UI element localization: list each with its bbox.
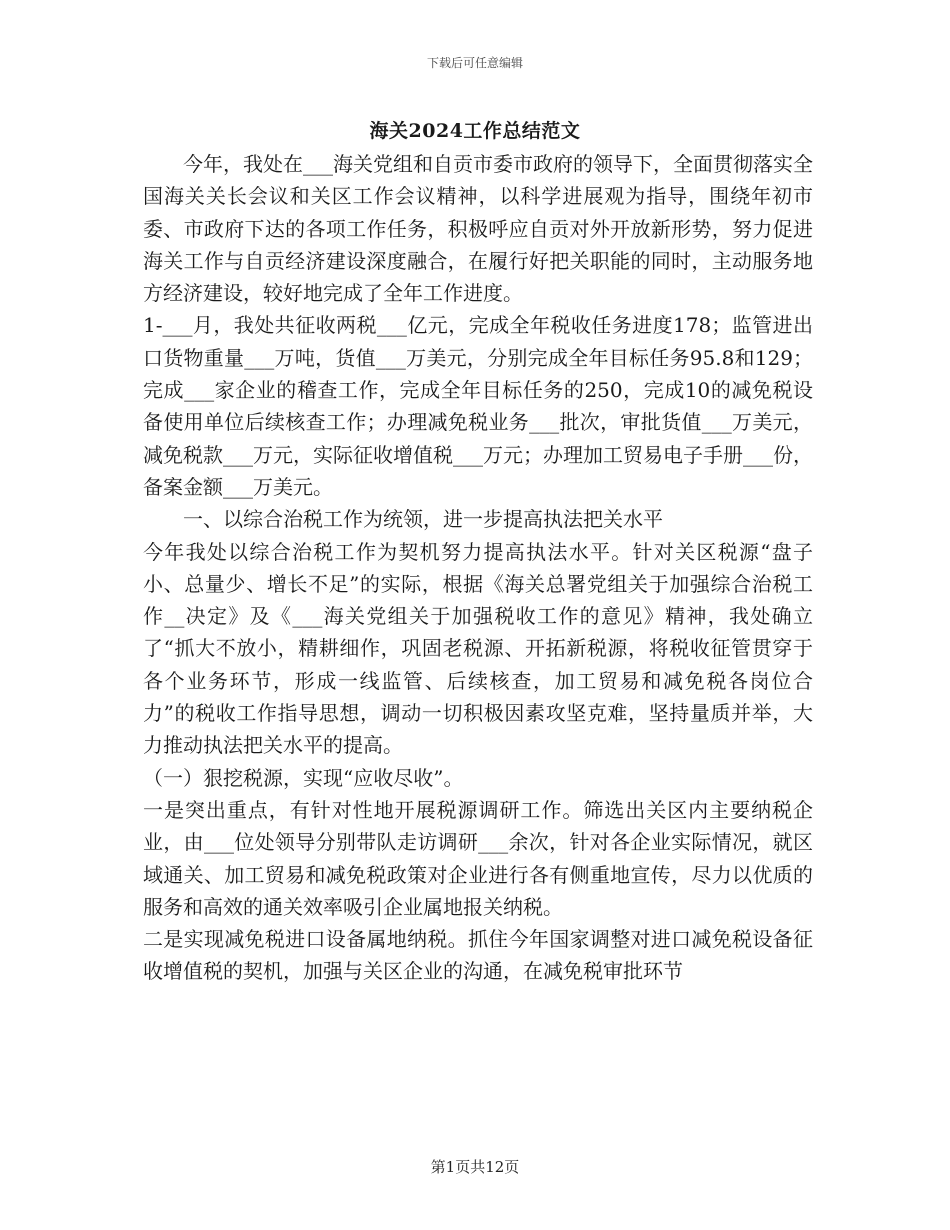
- header-note: 下载后可任意编辑: [426, 56, 523, 70]
- section-heading-1: 一、以综合治税工作为统领，进一步提高执法把关水平: [183, 507, 663, 532]
- document-body: [143, 148, 813, 988]
- paragraph-point-2: 二是实现减免税进口设备属地纳税。抓住今年国家调整对进口减免税设备征收增值税的契机，加强与关区企业的沟通，在减免税审批环节: [143, 927, 813, 984]
- document-title: 海关2024工作总结范文: [369, 120, 581, 142]
- paragraph-stats: 1-___月，我处共征收两税___亿元，完成全年税收任务进度178；监管进出口货物重量___万吨，货值___万美元，分别完成全年目标任务95.8和129；完成___家企业的稽查工作，完成全年目标任务的250，完成10的减免税设备使用单位后续核查工作；办理减免税业务___批次，审批货值___万美元，减免税款___万元，实际征收增值税___万元；办理加工贸易电子手册___份，备案金额___万美元。: [143, 313, 813, 499]
- page-footer: 第1页共12页: [430, 1158, 520, 1176]
- paragraph-intro: 今年，我处在___海关党组和自贡市委市政府的领导下，全面贯彻落实全国海关关长会议和关区工作会议精神，以科学进展观为指导，围绕年初市委、市政府下达的各项工作任务，积极呼应自贡对外开放新形势，努力促进海关工作与自贡经济建设深度融合，在履行好把关职能的同时，主动服务地方经济建设，较好地完成了全年工作进度。: [143, 152, 813, 306]
- subsection-heading-1: （一）狠挖税源，实现“应收尽收”。: [143, 765, 464, 790]
- paragraph-section-1: 今年我处以综合治税工作为契机努力提高执法水平。针对关区税源“盘子小、总量少、增长不足”的实际，根据《海关总署党组关于加强综合治税工作__决定》及《___海关党组关于加强税收工作的意见》精神，我处确立了“抓大不放小，精耕细作，巩固老税源、开拓新税源，将税收征管贯穿于各个业务环节，形成一线监管、后续核查，加工贸易和减免税各岗位合力”的税收工作指导思想，调动一切积极因素攻坚克难，坚持量质并举，大力推动执法把关水平的提高。: [143, 539, 813, 758]
- paragraph-point-1: 一是突出重点，有针对性地开展税源调研工作。筛选出关区内主要纳税企业，由___位处领导分别带队走访调研___余次，针对各企业实际情况，就区域通关、加工贸易和减免税政策对企业进行各有侧重地宣传，尽力以优质的服务和高效的通关效率吸引企业属地报关纳税。: [143, 797, 813, 919]
